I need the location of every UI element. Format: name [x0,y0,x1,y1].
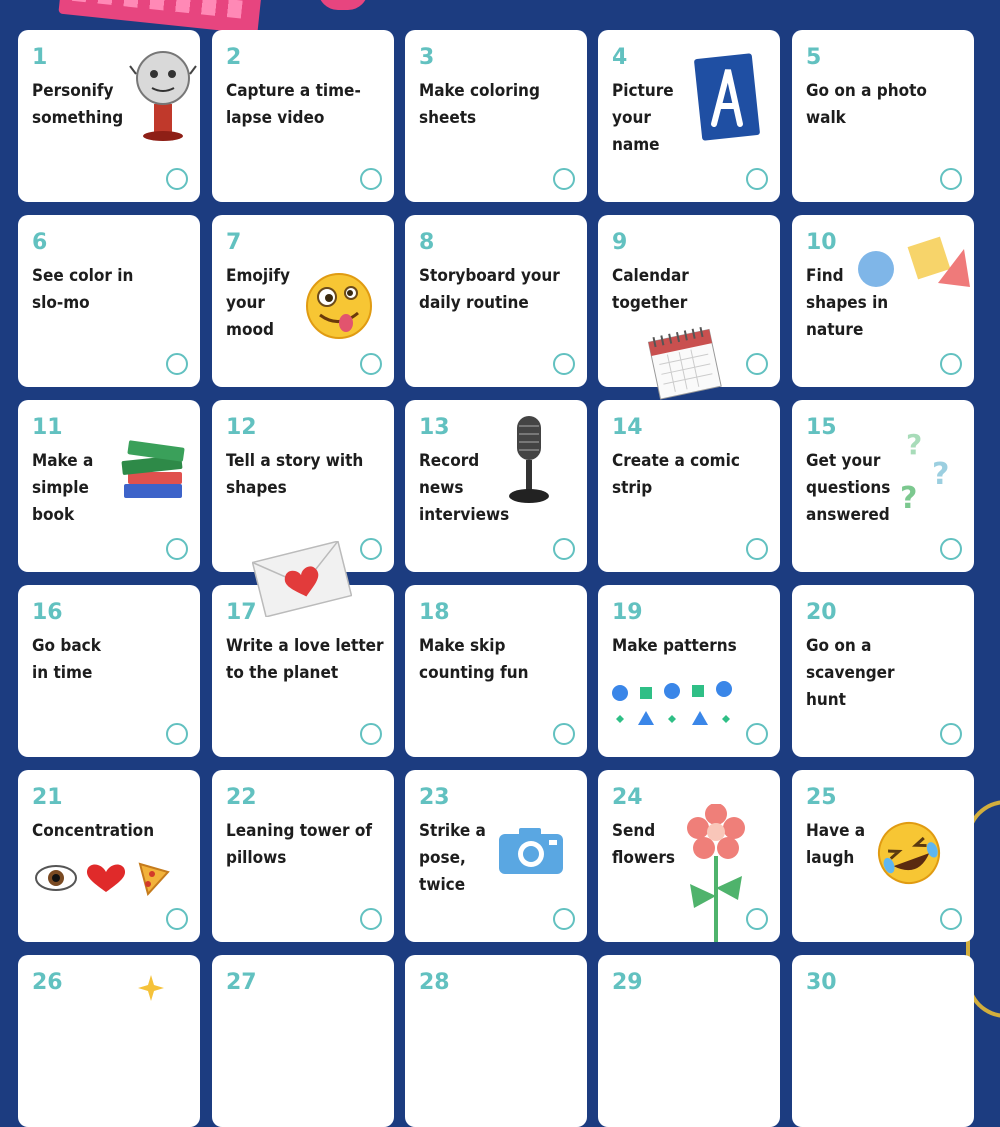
activity-title: Go on a photo walk [806,81,927,128]
activity-card-20[interactable] [792,585,974,757]
activity-title: Have a laugh [806,821,866,868]
day-number: 6 [32,230,48,255]
day-number: 26 [32,970,63,995]
completion-checkbox[interactable] [166,723,188,745]
activity-title: See color in slo-mo [32,266,134,313]
day-number: 2 [226,45,242,70]
activity-card-13[interactable] [405,400,587,572]
wobble-statue-icon [128,44,198,144]
activity-card-10[interactable] [792,215,974,387]
completion-checkbox[interactable] [166,538,188,560]
day-number: 7 [226,230,242,255]
day-number: 21 [32,785,63,810]
day-number: 16 [32,600,63,625]
day-number: 4 [612,45,628,70]
day-number: 22 [226,785,257,810]
day-number: 9 [612,230,628,255]
books-icon [118,436,190,506]
completion-checkbox[interactable] [940,353,962,375]
completion-checkbox[interactable] [360,168,382,190]
activity-title: Write a love letter to the planet [226,636,384,683]
day-number: 12 [226,415,257,440]
activity-title: Personify something [32,81,124,128]
day-number: 23 [419,785,450,810]
completion-checkbox[interactable] [746,168,768,190]
completion-checkbox[interactable] [166,168,188,190]
activity-card-27[interactable] [212,955,394,1127]
completion-checkbox[interactable] [553,538,575,560]
activity-card-28[interactable] [405,955,587,1127]
activity-card-3[interactable] [405,30,587,202]
activity-card-29[interactable] [598,955,780,1127]
camera-icon [497,824,565,876]
day-number: 30 [806,970,837,995]
activity-title: Strike a pose, twice [419,821,486,895]
activity-title: Create a comic strip [612,451,740,498]
day-number: 20 [806,600,837,625]
pattern-shapes-icon [610,681,740,731]
activity-card-1[interactable] [18,30,200,202]
day-number: 8 [419,230,435,255]
activity-card-7[interactable] [212,215,394,387]
day-number: 19 [612,600,643,625]
completion-checkbox[interactable] [553,723,575,745]
activity-card-21[interactable] [18,770,200,942]
completion-checkbox[interactable] [166,908,188,930]
laughing-face-icon [876,820,942,886]
day-number: 15 [806,415,837,440]
activity-card-5[interactable] [792,30,974,202]
sparkle-icon [136,973,166,1003]
activity-title: Record news interviews [419,451,510,525]
svg-text:?: ? [906,428,923,461]
zany-face-icon [304,271,374,341]
day-number: 11 [32,415,63,440]
completion-checkbox[interactable] [360,723,382,745]
decorative-pink-shape [318,0,368,10]
activity-card-8[interactable] [405,215,587,387]
activity-card-16[interactable] [18,585,200,757]
activity-title: Make patterns [612,636,737,656]
day-number: 3 [419,45,435,70]
activity-card-17[interactable] [212,585,394,757]
activity-card-9[interactable] [598,215,780,387]
shapes-icon [854,235,974,291]
activity-title: Make a simple book [32,451,94,525]
microphone-icon [501,412,557,512]
day-number: 5 [806,45,822,70]
eye-heart-pizza-icon [34,858,174,898]
question-marks-icon [896,424,966,516]
completion-checkbox[interactable] [166,353,188,375]
activity-card-25[interactable] [792,770,974,942]
love-letter-icon [252,541,352,617]
activity-title: Send flowers [612,821,676,868]
activity-card-15[interactable] [792,400,974,572]
activity-title: Leaning tower of pillows [226,821,373,868]
calendar-icon [646,325,726,405]
activity-title: Calendar together [612,266,689,313]
day-number: 1 [32,45,48,70]
completion-checkbox[interactable] [746,538,768,560]
day-number: 29 [612,970,643,995]
activity-card-22[interactable] [212,770,394,942]
day-number: 27 [226,970,257,995]
day-number: 13 [419,415,450,440]
completion-checkbox[interactable] [553,353,575,375]
completion-checkbox[interactable] [553,908,575,930]
completion-checkbox[interactable] [360,538,382,560]
flower-icon [684,804,748,944]
completion-checkbox[interactable] [360,353,382,375]
activity-title: Make skip counting fun [419,636,529,683]
activity-title: Capture a time-lapse video [226,81,361,128]
day-number: 25 [806,785,837,810]
day-number: 10 [806,230,837,255]
completion-checkbox[interactable] [746,723,768,745]
activity-card-2[interactable] [212,30,394,202]
completion-checkbox[interactable] [940,908,962,930]
svg-text:?: ? [900,481,918,516]
activity-title: Picture your name [612,81,674,155]
activity-card-6[interactable] [18,215,200,387]
completion-checkbox[interactable] [940,723,962,745]
day-number: 17 [226,600,257,625]
activity-card-26[interactable] [18,955,200,1127]
activity-card-4[interactable] [598,30,780,202]
activity-title: Go on a scavenger hunt [806,636,895,710]
completion-checkbox[interactable] [746,908,768,930]
completion-checkbox[interactable] [360,908,382,930]
activity-title: Get your questions answered [806,451,891,525]
completion-checkbox[interactable] [746,353,768,375]
day-number: 24 [612,785,643,810]
activity-title: Storyboard your daily routine [419,266,560,313]
activity-card-19[interactable] [598,585,780,757]
day-number: 14 [612,415,643,440]
activity-title: Concentration [32,821,155,841]
activity-card-23[interactable] [405,770,587,942]
completion-checkbox[interactable] [940,538,962,560]
day-number: 28 [419,970,450,995]
activity-title: Tell a story with shapes [226,451,364,498]
activity-title: Emojify your mood [226,266,290,340]
activity-title: Find shapes in nature [806,266,889,340]
activity-card-30[interactable] [792,955,974,1127]
activity-card-11[interactable] [18,400,200,572]
activity-title: Go back in time [32,636,101,683]
activity-card-18[interactable] [405,585,587,757]
completion-checkbox[interactable] [940,168,962,190]
svg-text:?: ? [932,457,950,492]
day-number: 18 [419,600,450,625]
letter-a-icon [694,52,760,142]
activity-card-24[interactable] [598,770,780,942]
activity-title: Make coloring sheets [419,81,540,128]
completion-checkbox[interactable] [553,168,575,190]
activity-card-14[interactable] [598,400,780,572]
